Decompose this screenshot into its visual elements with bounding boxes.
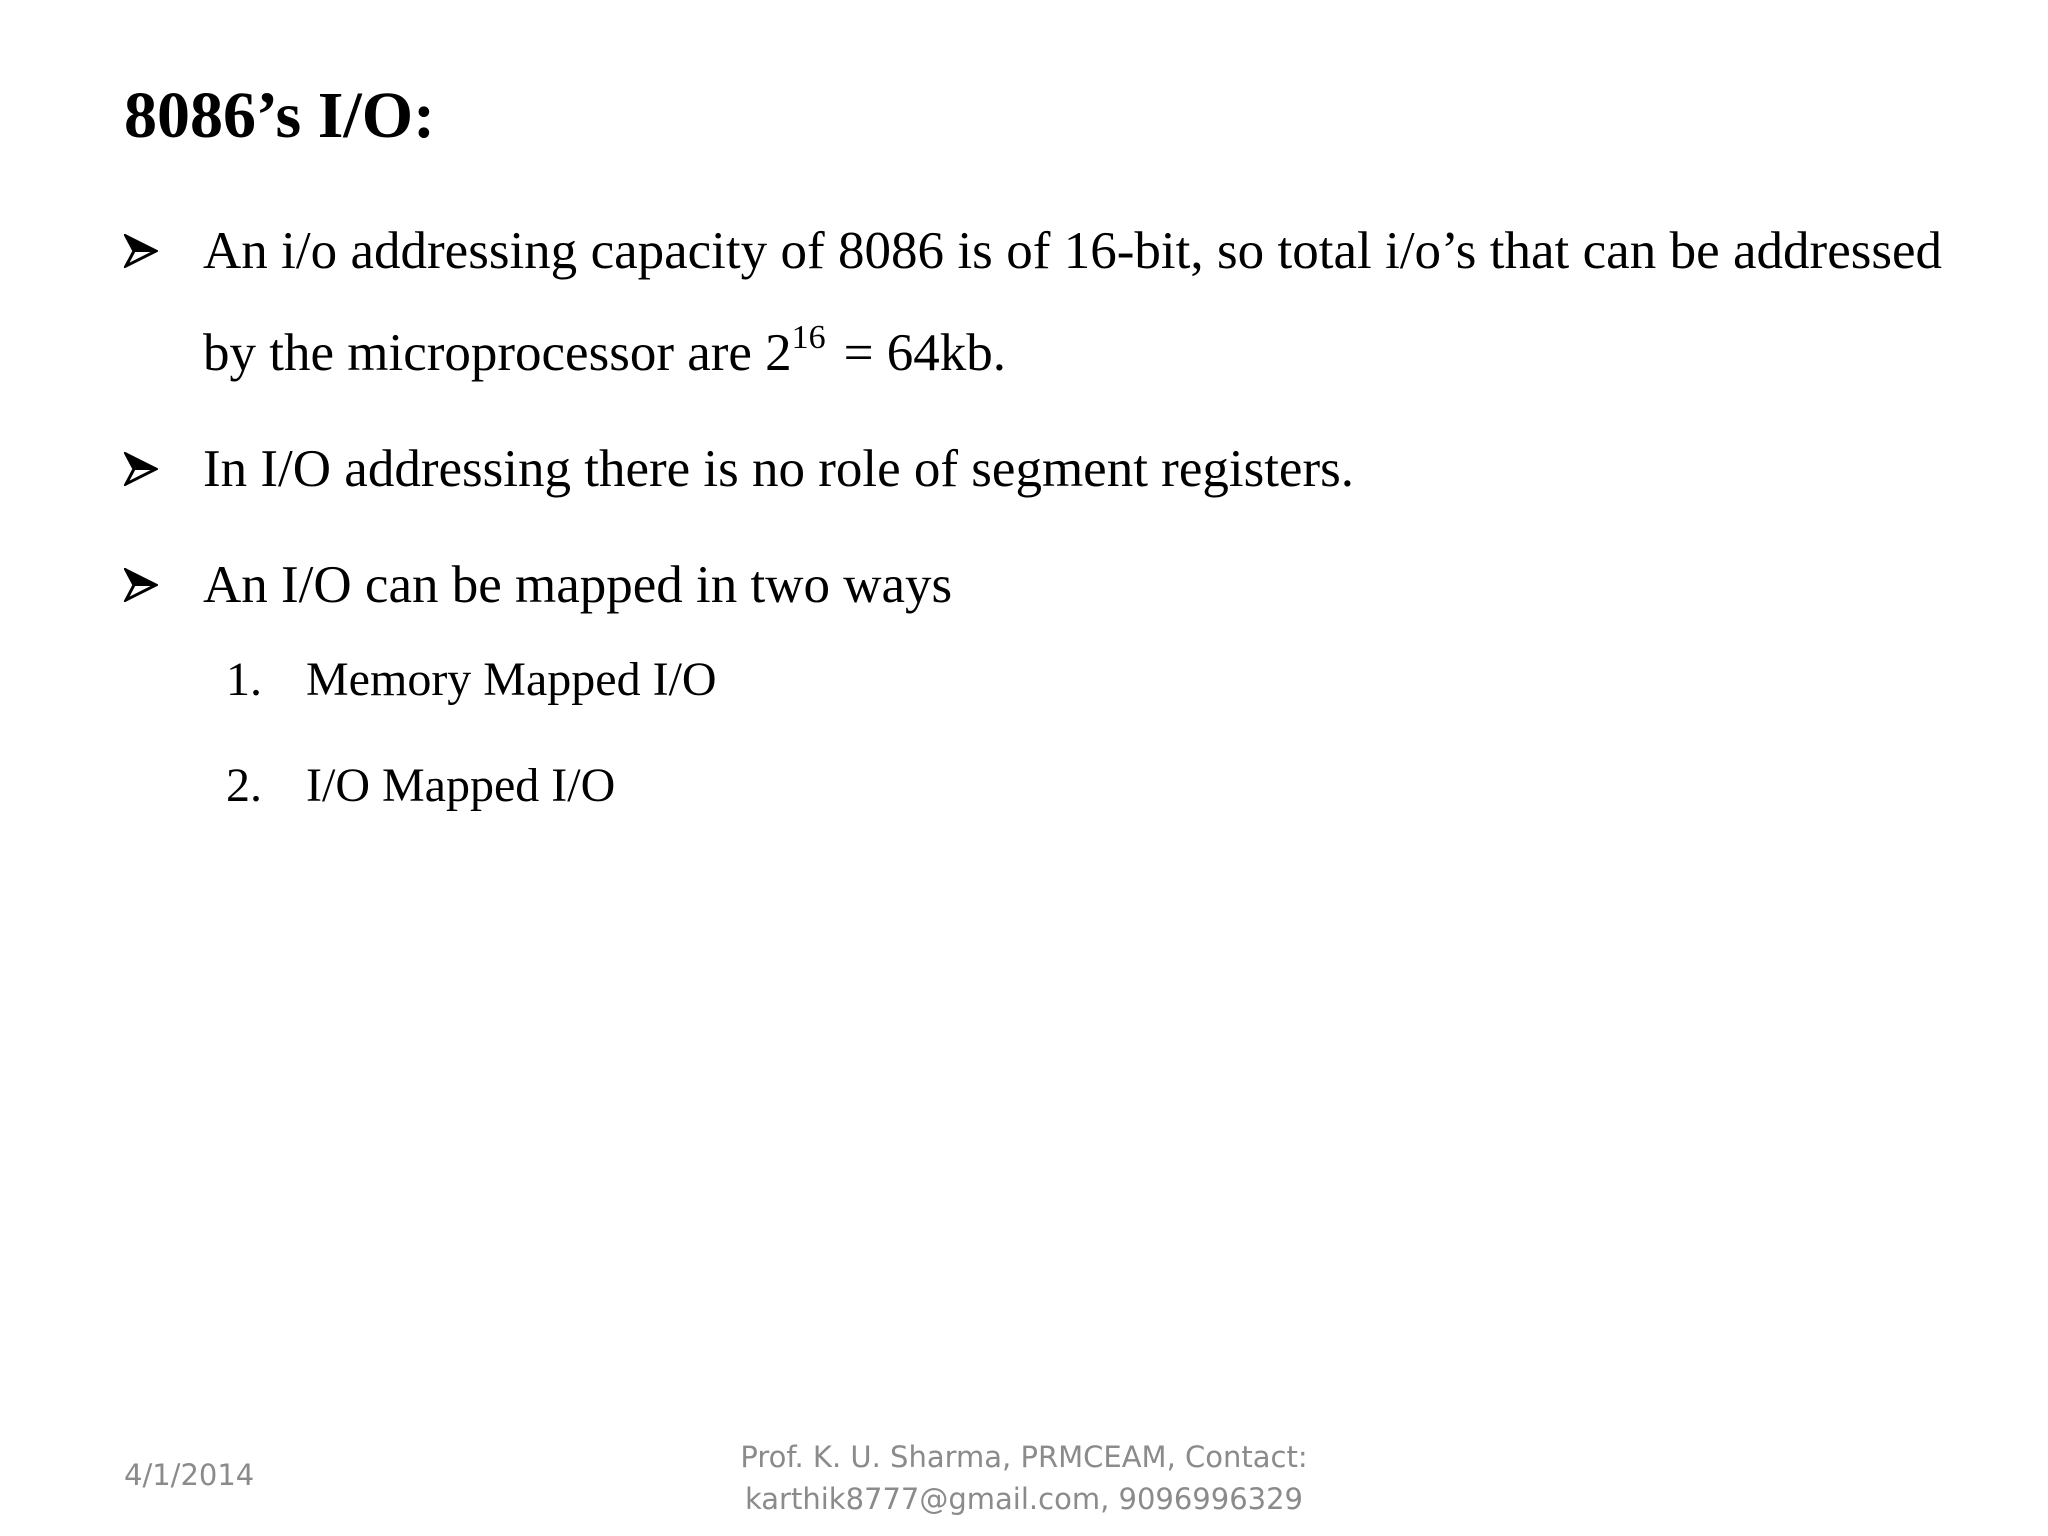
slide-title: 8086’s I/O:	[124, 79, 436, 152]
arrowhead-bullet-icon	[124, 418, 168, 520]
bullet-item-mapping-ways	[124, 534, 1942, 636]
arrowhead-bullet-icon	[124, 534, 168, 636]
footer-date: 4/1/2014	[124, 1458, 255, 1492]
footer-credit	[724, 1436, 1324, 1520]
footer-credit-line-2: karthik8777@gmail.com, 9096996329	[744, 1482, 1304, 1516]
footer-credit-line-1: Prof. K. U. Sharma, PRMCEAM, Contact:	[740, 1440, 1308, 1474]
numbered-sub-list	[226, 650, 717, 862]
list-item-text: I/O Mapped I/O	[306, 759, 616, 812]
exponent-superscript: 16	[791, 319, 826, 356]
arrowhead-bullet-icon	[124, 200, 168, 302]
bullet-item-io-capacity	[124, 200, 1942, 404]
bullet-text: An i/o addressing capacity of 8086 is of 16-bit, so total i/o’s that can be addressed by the microprocessor are 2	[203, 222, 1942, 382]
bullet-item-segment-registers	[124, 418, 1942, 520]
list-item-text: Memory Mapped I/O	[306, 653, 717, 706]
list-number: 2.	[226, 759, 262, 812]
bullet-text-result: = 64kb.	[843, 324, 1007, 382]
bullet-text: An I/O can be mapped in two ways	[203, 556, 953, 614]
list-item	[226, 756, 717, 816]
list-number: 1.	[226, 653, 262, 706]
bullet-list	[124, 200, 1942, 650]
bullet-text: In I/O addressing there is no role of segment registers.	[203, 440, 1354, 498]
list-item	[226, 650, 717, 710]
